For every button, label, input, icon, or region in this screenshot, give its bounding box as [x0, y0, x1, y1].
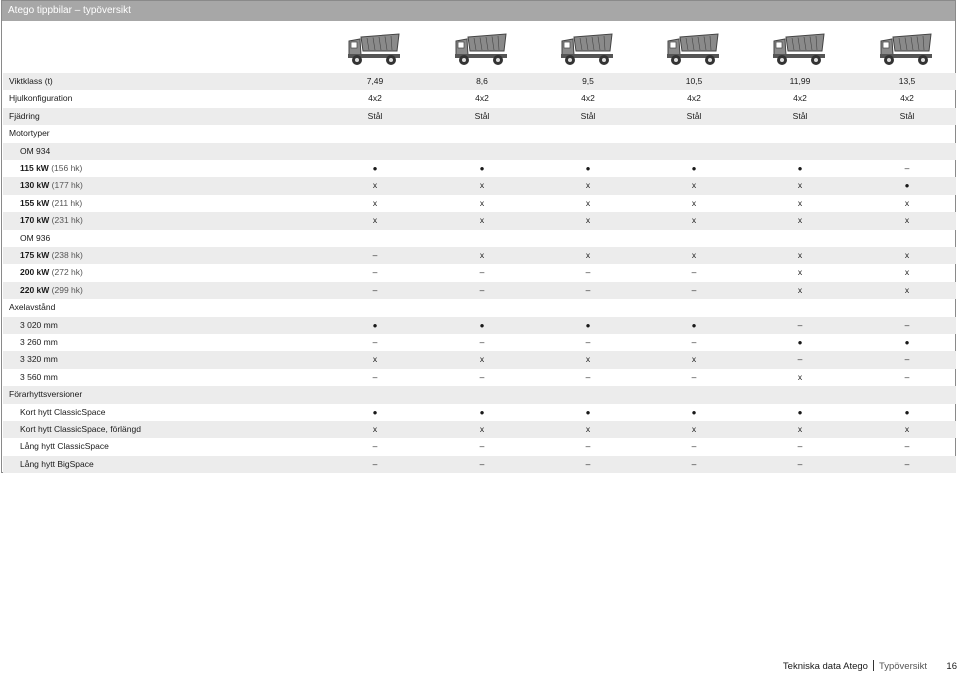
type-overview-panel [1, 0, 956, 473]
table-row [3, 264, 956, 281]
table-row [3, 212, 956, 229]
row-label [20, 177, 83, 194]
engine-power-kw: 155 kW [20, 197, 50, 208]
table-cell: x [691, 424, 697, 434]
table-cell: x [479, 197, 485, 208]
table-cell: 10,5 [685, 76, 703, 86]
table-cell: – [585, 371, 591, 382]
table-row [3, 369, 956, 386]
table-cell: 4x2 [475, 93, 489, 104]
table-row [3, 90, 956, 107]
tipper-truck-icon [454, 31, 508, 67]
tipper-truck-icon [772, 31, 826, 67]
panel-title: Atego tippbilar – typöversikt [2, 1, 955, 21]
table-cell: • [479, 161, 485, 176]
row-label [20, 264, 83, 281]
engine-power-hk: (156 hk) [51, 163, 83, 173]
table-cell: Stål [474, 110, 490, 121]
table-cell: • [904, 335, 910, 350]
table-cell: x [797, 424, 803, 434]
engine-power-kw: 200 kW [20, 267, 50, 278]
row-label [20, 282, 83, 299]
table-row [3, 73, 956, 90]
table-row [3, 404, 956, 421]
table-cell: • [479, 404, 485, 420]
table-row [3, 438, 956, 455]
table-row [3, 421, 956, 438]
table-cell: – [585, 267, 591, 278]
table-row [3, 386, 956, 403]
table-cell: – [479, 371, 485, 382]
engine-power-hk: (299 hk) [51, 284, 83, 295]
table-cell: x [372, 180, 378, 191]
table-cell: x [372, 424, 378, 434]
engine-power-hk: (238 hk) [51, 250, 83, 260]
table-cell: – [479, 337, 485, 347]
row-label: 3 260 mm [20, 337, 58, 347]
table-cell: – [479, 458, 485, 469]
table-row [3, 195, 956, 212]
table-cell: Stål [580, 110, 596, 121]
table-cell: – [691, 284, 697, 295]
table-cell: x [797, 180, 803, 191]
table-cell: – [372, 441, 378, 452]
engine-power-hk: (272 hk) [51, 267, 83, 278]
table-cell: • [372, 161, 378, 176]
table-cell: x [585, 215, 591, 226]
table-cell: – [479, 267, 485, 278]
engine-power-kw: 170 kW [20, 215, 50, 226]
row-label: OM 934 [20, 145, 51, 156]
row-label [20, 195, 82, 212]
table-cell: x [797, 267, 803, 278]
table-row [3, 247, 956, 264]
table-cell: – [691, 337, 697, 347]
engine-power-hk: (211 hk) [51, 197, 83, 208]
table-cell: – [372, 337, 378, 347]
table-cell: x [691, 180, 697, 191]
table-cell: 11,99 [789, 76, 811, 86]
table-cell: – [691, 267, 697, 278]
table-cell: • [372, 404, 378, 420]
row-label [20, 247, 83, 264]
table-cell: • [691, 404, 697, 420]
table-cell: x [904, 267, 910, 278]
table-cell: 4x2 [687, 93, 701, 104]
table-cell: – [585, 284, 591, 295]
table-cell: x [904, 250, 910, 260]
table-row [3, 177, 956, 194]
row-label [20, 160, 82, 177]
table-cell: • [585, 161, 591, 176]
table-row [3, 125, 956, 142]
table-cell: Stål [686, 110, 702, 121]
table-cell: x [585, 354, 591, 365]
table-cell: x [479, 354, 485, 365]
table-cell: – [691, 371, 697, 382]
table-cell: x [797, 284, 803, 295]
table-row [3, 108, 956, 125]
table-cell: x [691, 250, 697, 260]
engine-power-kw: 220 kW [20, 284, 50, 295]
table-row [3, 456, 956, 473]
table-cell: • [904, 178, 910, 194]
table-cell: – [904, 371, 910, 382]
table-cell: x [904, 215, 910, 226]
table-cell: • [585, 317, 591, 333]
table-cell: – [904, 458, 910, 469]
table-row [3, 317, 956, 334]
table-cell: x [585, 424, 591, 434]
table-cell: • [797, 335, 803, 350]
table-cell: – [372, 458, 378, 469]
table-cell: – [372, 371, 378, 382]
table-cell: 9,5 [582, 76, 594, 86]
table-cell: 4x2 [368, 93, 382, 104]
table-cell: x [479, 424, 485, 434]
table-cell: x [372, 197, 378, 208]
table-cell: – [479, 441, 485, 452]
table-cell: 7,49 [366, 76, 384, 86]
table-cell: • [479, 317, 485, 333]
row-label: Kort hytt ClassicSpace [20, 406, 106, 417]
table-row [3, 351, 956, 368]
row-label: Axelavstånd [9, 302, 56, 313]
table-cell: • [691, 161, 697, 176]
table-cell: – [372, 267, 378, 278]
table-row [3, 160, 956, 177]
table-cell: x [691, 197, 697, 208]
table-cell: x [904, 424, 910, 434]
table-cell: • [797, 404, 803, 420]
table-cell: • [904, 404, 910, 420]
table-cell: – [904, 319, 910, 330]
table-cell: – [585, 441, 591, 452]
table-cell: 13,5 [898, 76, 916, 86]
table-cell: • [797, 161, 803, 176]
table-cell: Stål [792, 110, 808, 121]
table-cell: Stål [367, 110, 383, 121]
table-cell: x [904, 284, 910, 295]
footer-separator [873, 660, 874, 671]
row-label: OM 936 [20, 232, 51, 243]
table-cell: 8,6 [476, 76, 488, 86]
table-cell: – [691, 441, 697, 452]
table-cell: x [372, 354, 378, 365]
tipper-truck-icon [560, 31, 614, 67]
table-cell: – [691, 458, 697, 469]
table-cell: x [372, 215, 378, 226]
table-cell: x [585, 197, 591, 208]
table-cell: x [797, 371, 803, 382]
table-cell: x [479, 180, 485, 191]
table-cell: x [797, 250, 803, 260]
table-cell: – [797, 441, 803, 452]
row-label: Förarhyttsversioner [9, 389, 83, 400]
row-label: Lång hytt ClassicSpace [20, 441, 109, 452]
row-label: 3 560 mm [20, 371, 58, 382]
footer-subtitle: Typöversikt [878, 661, 927, 672]
table-cell: x [479, 250, 485, 260]
table-cell: 4x2 [900, 93, 914, 104]
table-cell: • [585, 404, 591, 420]
table-cell: • [691, 317, 697, 333]
table-cell: 4x2 [581, 93, 595, 104]
table-row [3, 334, 956, 351]
table-row [3, 143, 956, 160]
table-cell: – [372, 284, 378, 295]
table-cell: – [372, 250, 378, 260]
table-cell: – [797, 354, 803, 365]
table-row [3, 282, 956, 299]
table-cell: – [904, 441, 910, 452]
table-row [3, 230, 956, 247]
tipper-truck-icon [879, 31, 933, 67]
table-cell: x [691, 354, 697, 365]
table-cell: – [904, 163, 910, 173]
table-cell: – [797, 458, 803, 469]
page-footer [783, 660, 959, 672]
table-cell: x [479, 215, 485, 226]
table-cell: – [585, 337, 591, 347]
engine-power-kw: 175 kW [20, 250, 50, 260]
engine-power-kw: 130 kW [20, 180, 50, 191]
table-cell: x [904, 197, 910, 208]
table-cell: x [691, 215, 697, 226]
engine-power-hk: (231 hk) [51, 215, 83, 226]
engine-power-hk: (177 hk) [51, 180, 83, 191]
table-cell: – [904, 354, 910, 365]
row-label: Kort hytt ClassicSpace, förlängd [20, 424, 141, 434]
footer-title: Tekniska data Atego [782, 661, 868, 672]
row-label: 3 020 mm [20, 319, 58, 330]
table-cell: – [479, 284, 485, 295]
table-cell: – [797, 319, 803, 330]
tipper-truck-icon [666, 31, 720, 67]
table-cell: 4x2 [793, 93, 807, 104]
row-label: Hjulkonfiguration [9, 93, 73, 104]
table-cell: • [372, 317, 378, 333]
table-cell: – [585, 458, 591, 469]
table-cell: x [585, 250, 591, 260]
row-label: Motortyper [9, 128, 50, 139]
row-label: Lång hytt BigSpace [20, 458, 94, 469]
row-label: Fjädring [9, 110, 40, 121]
page-number: 16 [946, 661, 957, 672]
row-label: 3 320 mm [20, 354, 58, 365]
engine-power-kw: 115 kW [20, 163, 49, 173]
tipper-truck-icon [347, 31, 401, 67]
table-cell: x [797, 215, 803, 226]
table-cell: Stål [899, 110, 915, 121]
row-label [20, 212, 83, 229]
table-cell: x [585, 180, 591, 191]
table-row [3, 299, 956, 316]
table-cell: x [797, 197, 803, 208]
row-label: Viktklass (t) [9, 76, 53, 86]
